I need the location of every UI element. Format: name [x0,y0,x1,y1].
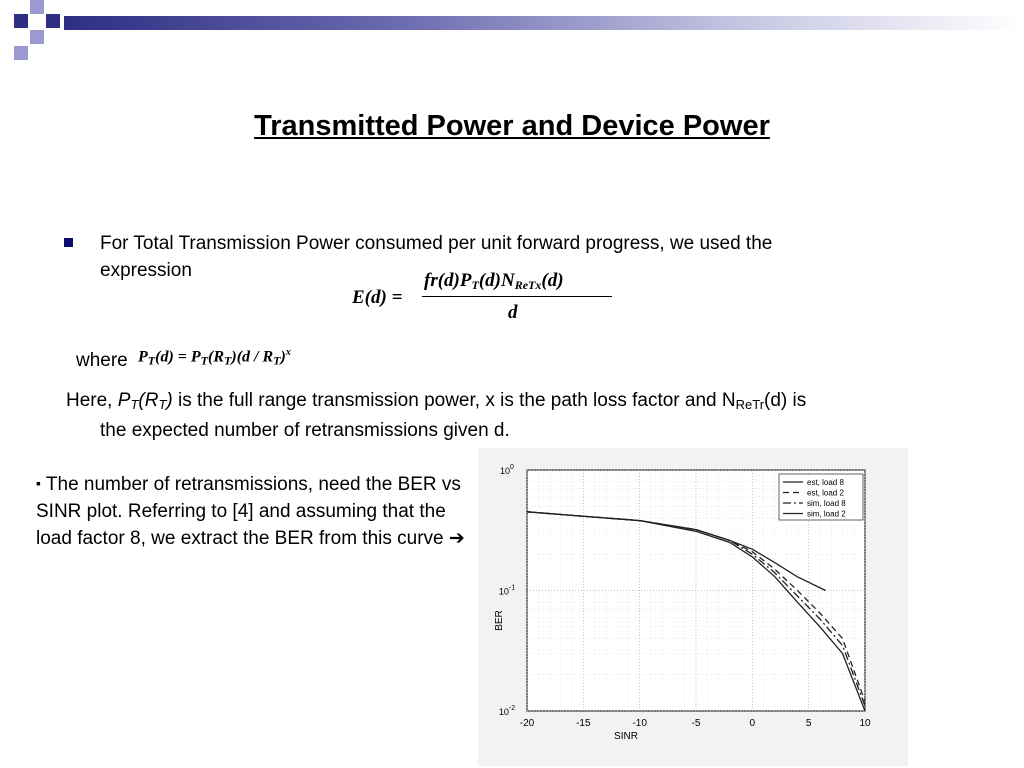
x-tick-label: 5 [805,718,812,729]
y-tick-label: $10^{-2}$ [498,705,516,717]
here-mid: is the full range transmission power, x is the path loss factor and N [172,390,736,411]
y-tick-label: $10^0$ [500,464,514,476]
where-eq-sub: T [200,353,209,368]
numerator-part: (d)N [478,270,515,291]
here-rt-sub: T [158,397,167,412]
equation-denominator: d [508,302,518,323]
where-eq-sub: T [273,353,281,368]
slide-title: Transmitted Power and Device Power [254,110,770,142]
where-eq-part: )(d / R [231,348,274,366]
legend-label: est, load 8 [807,478,844,487]
note-text [36,470,476,552]
explanation-paragraph [66,388,966,444]
where-eq-sub: T [224,353,232,368]
x-tick-label: 0 [749,718,756,729]
where-equation [138,347,291,368]
arrow-right-icon: ➔ [448,528,465,549]
x-tick-label: -15 [576,718,591,729]
explanation-line-1 [66,388,966,418]
here-prefix: Here, [66,390,118,411]
where-eq-sup: x [285,347,291,358]
where-eq-part: ) [280,348,286,366]
header-gradient-bar [64,16,1024,30]
here-rt: ) [166,390,173,411]
here-n-sub: ReTr [735,397,765,412]
bullet-line-1: For Total Transmission Power consumed per unit forward progress, we used the [100,233,773,254]
x-tick-label: -10 [632,718,647,729]
deco-square [14,14,28,28]
where-eq-part: P [138,348,148,366]
here-pt-sub: T [130,397,139,412]
x-tick-label: -20 [519,718,535,729]
bullet-line-2: expression [100,260,192,281]
deco-square [30,0,44,14]
ber-vs-sinr-chart [478,448,908,766]
note-bullet: ▪ [36,475,41,491]
legend-label: sim, load 8 [807,499,846,508]
fraction-line [422,296,612,297]
equation-numerator [424,270,564,293]
deco-square [30,30,44,44]
explanation-line-2: the expected number of retransmissions given d. [100,420,510,441]
numerator-part: (d) [541,270,564,291]
deco-square [14,46,28,60]
where-eq-part: (R [208,348,225,366]
here-pt: P [117,390,131,411]
x-axis-label: SINR [614,731,638,742]
equation-lhs: E(d) = [352,287,403,308]
where-eq-sub: T [147,353,156,368]
where-eq-part: (d) = P [155,348,201,366]
deco-square [46,14,60,28]
here-end: (d) is [764,390,807,411]
legend-label: est, load 2 [807,488,844,498]
note-body: The number of retransmissions, need the BER vs SINR plot. Referring to [4] and assuming that the load factor 8, we extract the BER from this curve [36,474,461,549]
bullet-marker [64,238,73,247]
y-tick-label: $10^{-1}$ [498,584,516,597]
numerator-sub: T [471,278,479,292]
x-tick-label: -5 [691,718,701,729]
here-rt: (R [138,390,159,411]
x-tick-label: 10 [859,718,871,729]
y-axis-label: BER [494,610,505,631]
where-label: where [76,350,128,371]
numerator-part: fr(d)P [424,270,472,291]
numerator-sub: ReTx [514,278,542,292]
legend-label: sim, load 2 [807,509,846,519]
